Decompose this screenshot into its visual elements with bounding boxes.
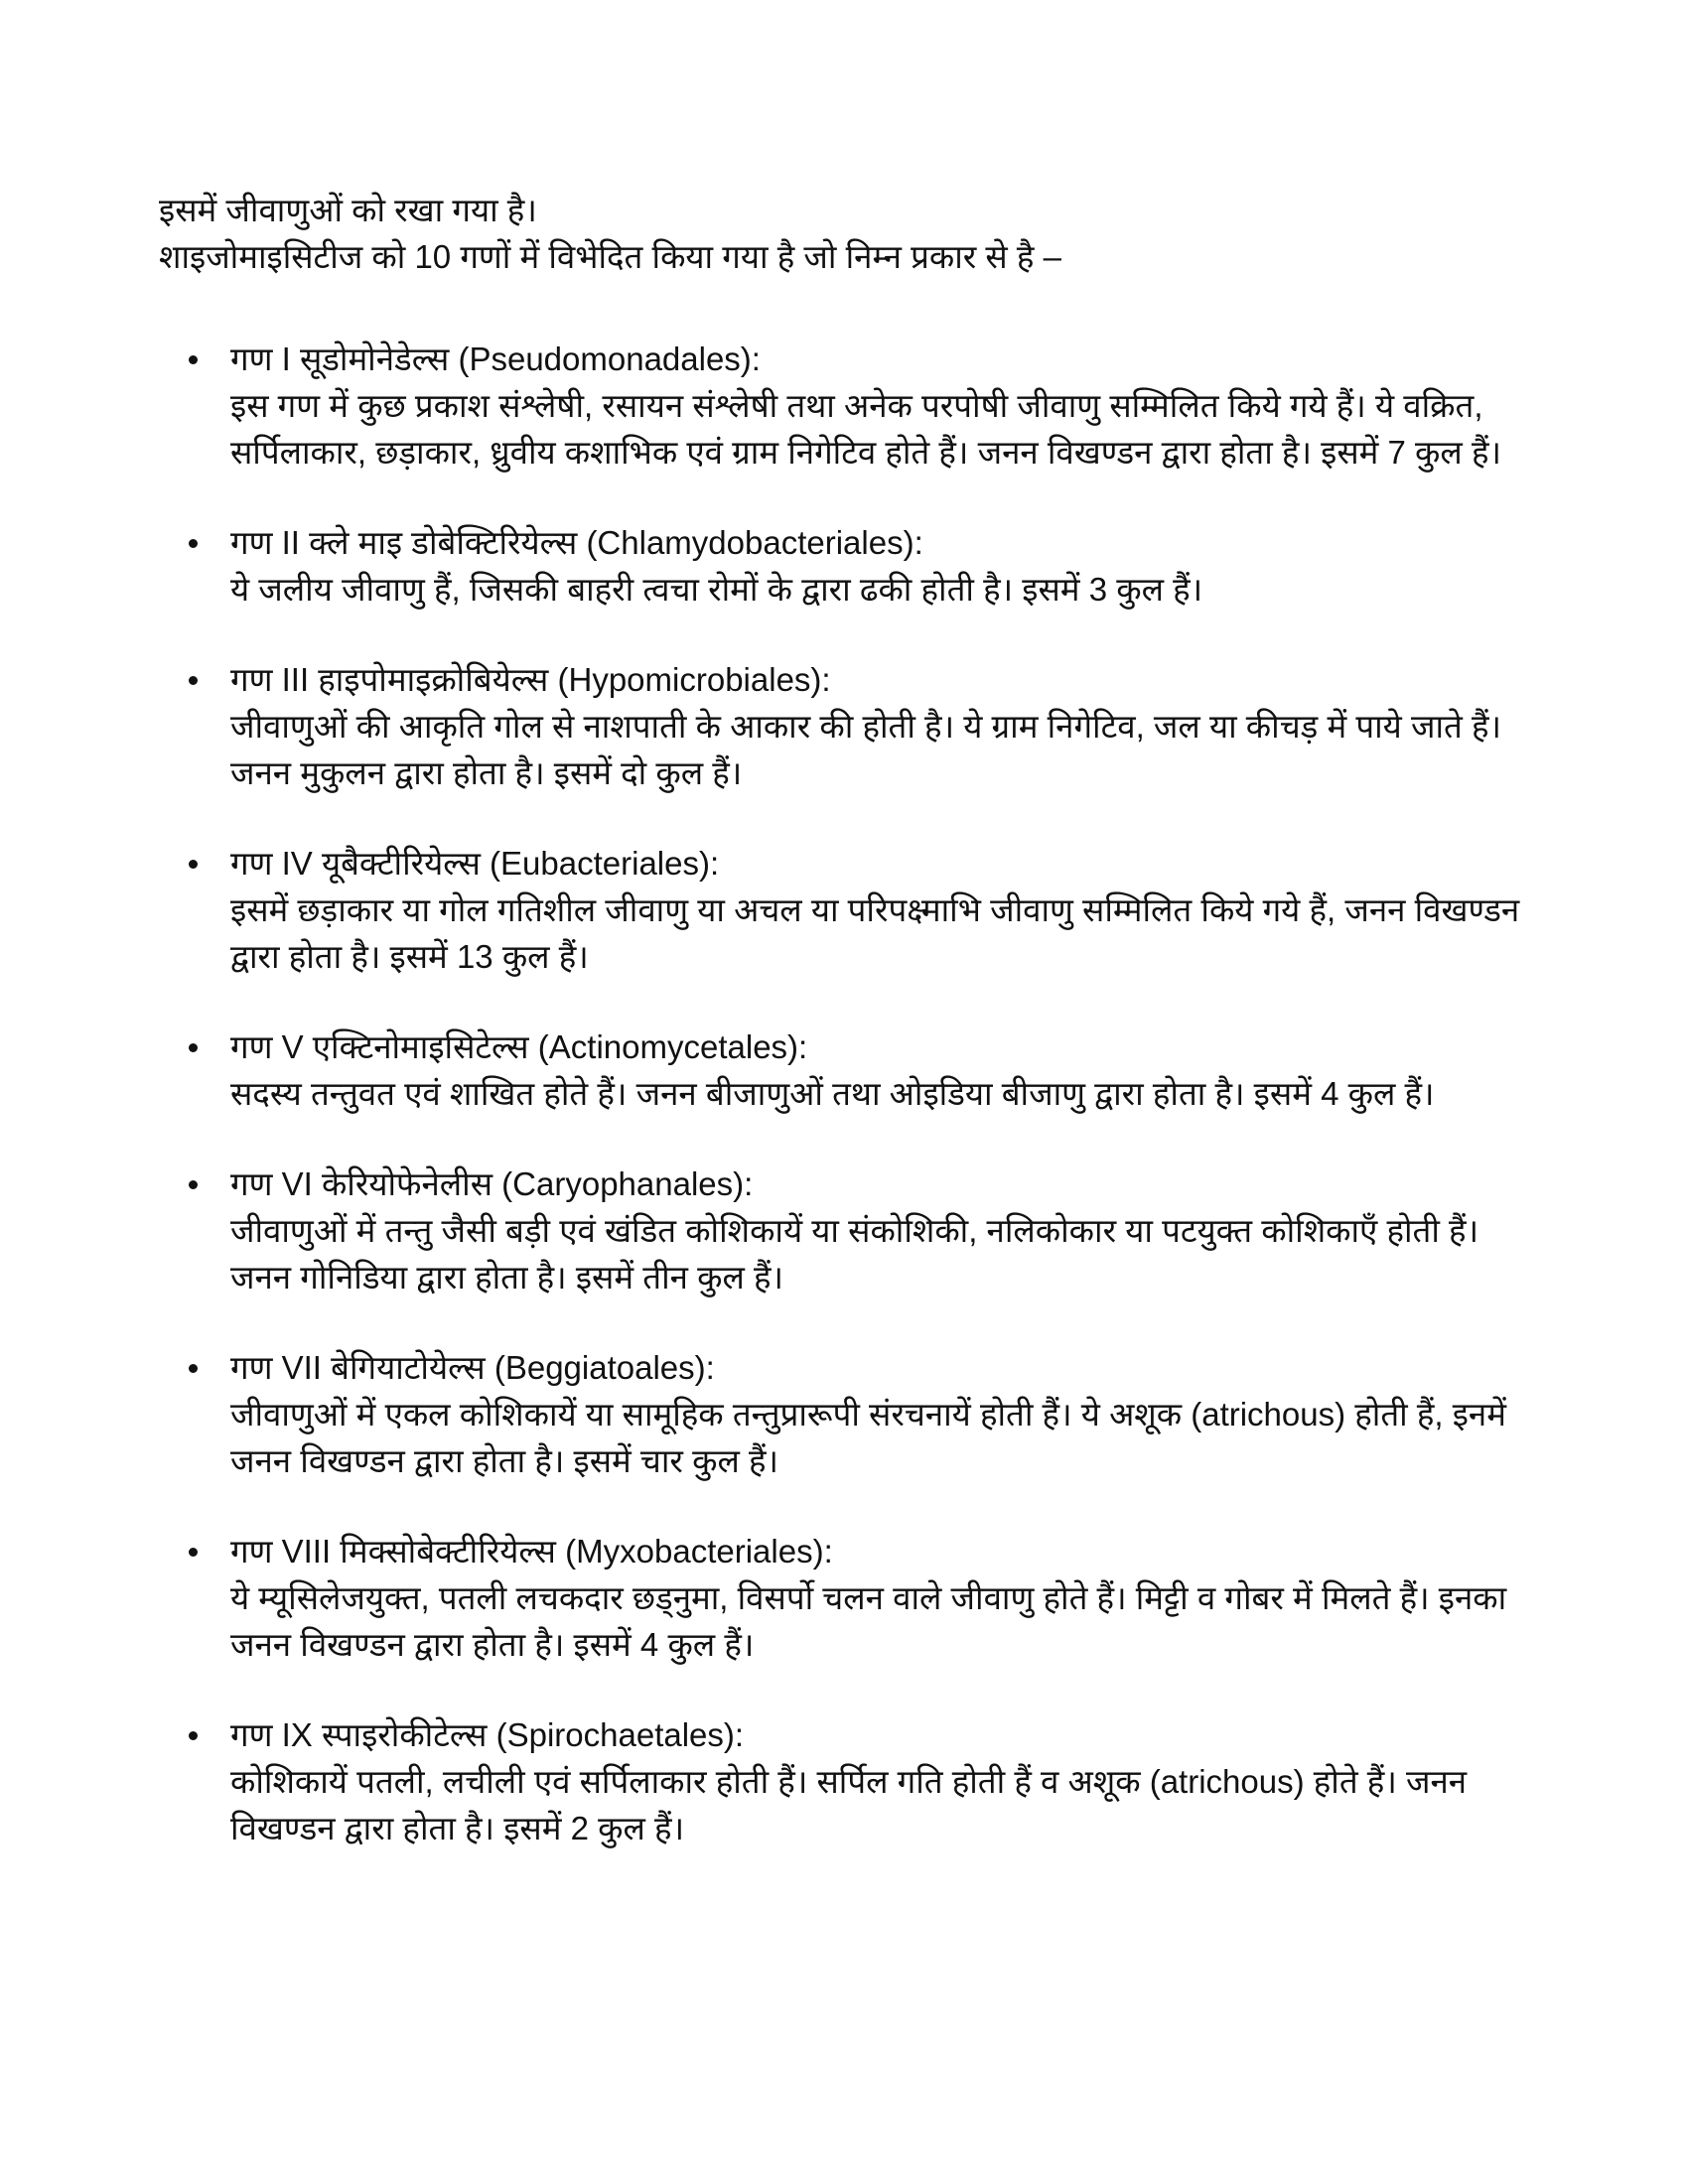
bullet-marker: [189, 1364, 198, 1373]
orders-list: [159, 336, 1539, 1851]
order-item: [189, 1528, 1539, 1668]
order-text: [230, 1711, 1539, 1851]
order-body: कोशिकायें पतली, लचीली एवं सर्पिलाकार होती हैं। सर्पिल गति होती हैं व अशूक (atrichous) होते हैं। जनन विखण्डन द्वारा होता है। इसमें 2 कुल हैं।: [230, 1763, 1468, 1846]
order-item: [189, 1024, 1539, 1117]
order-title: गण VI केरियोफेनेलीस (Caryophanales):: [230, 1165, 754, 1202]
order-text: [230, 1344, 1539, 1484]
order-body: ये म्यूसिलेजयुक्त, पतली लचकदार छड्नुमा, विसर्पो चलन वाले जीवाणु होते हैं। मिट्टी व गोबर में मिलते हैं। इनका जनन विखण्डन द्वारा होता है। इसमें 4 कुल हैं।: [230, 1579, 1507, 1663]
bullet-marker: [189, 676, 198, 685]
order-text: [230, 519, 1539, 613]
order-body: जीवाणुओं में एकल कोशिकायें या सामूहिक तन्तुप्रारूपी संरचनायें होती हैं। ये अशूक (atrichous) होती हैं, इनमें जनन विखण्डन द्वारा होता है। इसमें चार कुल हैं।: [230, 1396, 1506, 1479]
order-body: सदस्य तन्तुवत एवं शाखित होते हैं। जनन बीजाणुओं तथा ओइडिया बीजाणु द्वारा होता है। इसमें 4 कुल हैं।: [230, 1075, 1435, 1112]
order-item: [189, 336, 1539, 476]
order-item: [189, 1711, 1539, 1851]
order-body: ये जलीय जीवाणु हैं, जिसकी बाहरी त्वचा रोमों के द्वारा ढकी होती है। इसमें 3 कुल हैं।: [230, 571, 1203, 608]
bullet-marker: [189, 1043, 198, 1052]
order-title: गण VII बेगियाटोयेल्स (Beggiatoales):: [230, 1349, 715, 1386]
intro-section: [159, 187, 1539, 280]
order-body: जीवाणुओं में तन्तु जैसी बड़ी एवं खंडित कोशिकायें या संकोशिकी, नलिकोकार या पटयुक्त कोशिकाएँ होती हैं। जनन गोनिडिया द्वारा होता है। इसमें तीन कुल हैं।: [230, 1212, 1479, 1296]
order-title: गण III हाइपोमाइक्रोबियेल्स (Hypomicrobiales):: [230, 661, 831, 698]
order-text: [230, 336, 1539, 476]
bullet-marker: [189, 539, 198, 548]
order-item: [189, 1160, 1539, 1300]
order-title: गण IV यूबैक्टीरियेल्स (Eubacteriales):: [230, 845, 720, 882]
order-title: गण VIII मिक्सोबेक्टीरियेल्स (Myxobacteriales):: [230, 1533, 833, 1570]
order-body: इस गण में कुछ प्रकाश संश्लेषी, रसायन संश्लेषी तथा अनेक परपोषी जीवाणु सम्मिलित किये गये हैं। ये वक्रित, सर्पिलाकार, छड़ाकार, ध्रुवीय कशाभिक एवं ग्राम निगेटिव होते हैं। जनन विखण्डन द्वारा होता है। इसमें 7 कुल हैं।: [230, 387, 1501, 471]
order-title: गण II क्ले माइ डोबेक्टिरियेल्स (Chlamydobacteriales):: [230, 524, 923, 561]
order-text: [230, 1160, 1539, 1300]
order-title: गण IX स्पाइरोकीटेल्स (Spirochaetales):: [230, 1716, 745, 1753]
bullet-marker: [189, 355, 198, 364]
bullet-marker: [189, 860, 198, 869]
order-text: [230, 1024, 1539, 1117]
order-title: गण V एक्टिनोमाइसिटेल्स (Actinomycetales):: [230, 1028, 808, 1065]
order-item: [189, 1344, 1539, 1484]
intro-line-1: इसमें जीवाणुओं को रखा गया है।: [159, 192, 537, 228]
order-item: [189, 519, 1539, 613]
order-body: जीवाणुओं की आकृति गोल से नाशपाती के आकार की होती है। ये ग्राम निगेटिव, जल या कीचड़ में पाये जाते हैं। जनन मुकुलन द्वारा होता है। इसमें दो कुल हैं।: [230, 708, 1502, 791]
bullet-marker: [189, 1180, 198, 1189]
intro-line-2: शाइजोमाइसिटीज को 10 गणों में विभेदित किया गया है जो निम्न प्रकार से है –: [159, 238, 1061, 275]
order-body: इसमें छड़ाकार या गोल गतिशील जीवाणु या अचल या परिपक्ष्माभि जीवाणु सम्मिलित किये गये हैं, जनन विखण्डन द्वारा होता है। इसमें 13 कुल हैं।: [230, 891, 1520, 975]
bullet-marker: [189, 1731, 198, 1740]
order-text: [230, 840, 1539, 980]
order-text: [230, 656, 1539, 796]
order-title: गण I सूडोमोनेडेल्स (Pseudomonadales):: [230, 341, 761, 377]
order-item: [189, 840, 1539, 980]
order-text: [230, 1528, 1539, 1668]
bullet-marker: [189, 1548, 198, 1557]
order-item: [189, 656, 1539, 796]
